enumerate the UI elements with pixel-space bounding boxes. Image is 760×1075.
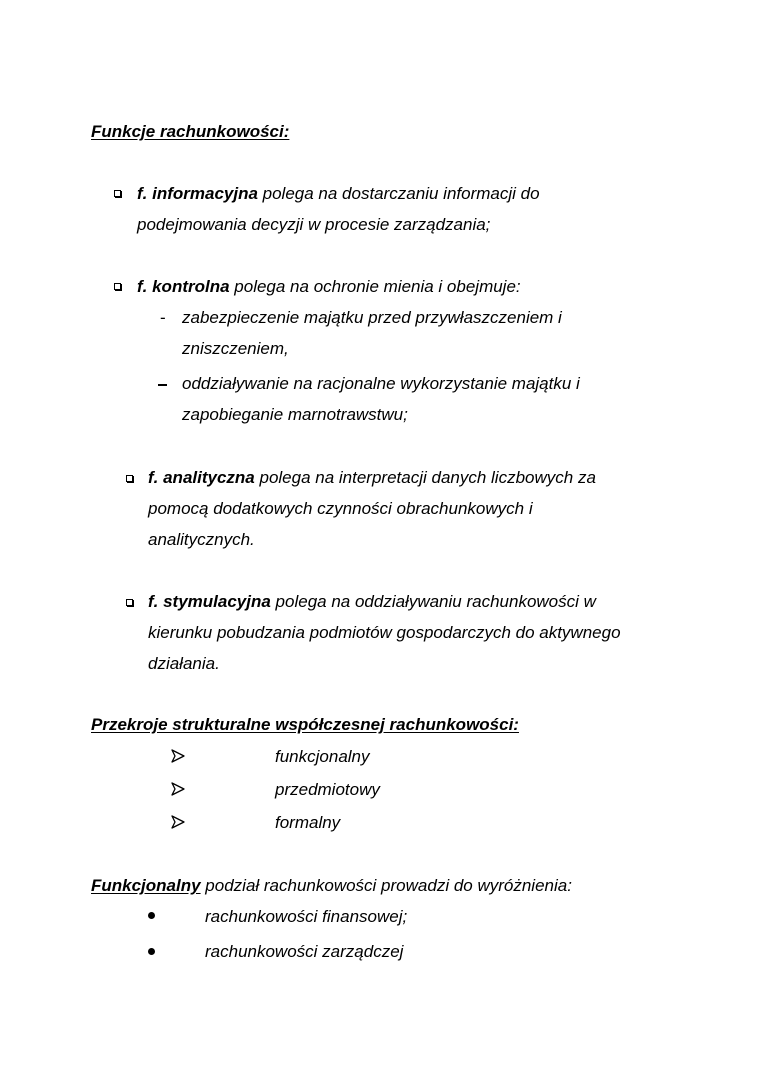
list-item-informacyjna [137, 184, 540, 204]
list-item-przedmiotowy: przedmiotowy [275, 780, 380, 799]
item-text: polega na interpretacji danych liczbowych za [254, 468, 596, 487]
section-heading-functions: Funkcje rachunkowości: [91, 122, 290, 141]
paragraph-text: podział rachunkowości prowadzi do wyróżnienia: [200, 876, 572, 895]
dash-bullet-icon [158, 384, 167, 386]
arrow-bullet-icon [171, 782, 185, 796]
dot-bullet-icon [148, 948, 155, 955]
list-item-managerial: rachunkowości zarządczej [205, 942, 404, 961]
dot-bullet-icon [148, 912, 155, 919]
square-bullet-icon [126, 475, 133, 482]
list-item-stymulacyjna [148, 592, 596, 612]
item-text-continuation: działania. [148, 654, 220, 673]
item-text-continuation: kierunku pobudzania podmiotów gospodarczych do aktywnego [148, 623, 621, 642]
square-bullet-icon [114, 190, 121, 197]
section-heading-cross-sections: Przekroje strukturalne współczesnej rachunkowości: [91, 715, 519, 734]
subitem-text: zabezpieczenie majątku przed przywłaszczeniem i [182, 308, 562, 327]
item-text-continuation: analitycznych. [148, 530, 255, 549]
subitem-text: oddziaływanie na racjonalne wykorzystanie majątku i [182, 374, 580, 393]
item-text: polega na ochronie mienia i obejmuje: [229, 277, 521, 296]
item-text-continuation: podejmowania decyzji w procesie zarządzania; [137, 215, 491, 234]
paragraph-functional-division [91, 876, 572, 896]
term-informacyjna: f. informacyjna [137, 184, 258, 203]
term-funkcjonalny: Funkcjonalny [91, 876, 201, 895]
item-text: polega na dostarczaniu informacji do [257, 184, 540, 203]
list-item-funkcjonalny: funkcjonalny [275, 747, 370, 766]
list-item-financial: rachunkowości finansowej; [205, 907, 408, 926]
list-item-analityczna [148, 468, 596, 488]
dash-bullet-icon: - [160, 308, 166, 327]
arrow-bullet-icon [171, 749, 185, 763]
square-bullet-icon [126, 599, 133, 606]
item-text-continuation: pomocą dodatkowych czynności obrachunkowych i [148, 499, 533, 518]
item-text: polega na oddziaływaniu rachunkowości w [270, 592, 596, 611]
subitem-text-continuation: zniszczeniem, [182, 339, 289, 358]
term-stymulacyjna: f. stymulacyjna [148, 592, 271, 611]
term-analityczna: f. analityczna [148, 468, 255, 487]
subitem-text-continuation: zapobieganie marnotrawstwu; [182, 405, 408, 424]
list-item-kontrolna [137, 277, 521, 297]
term-kontrolna: f. kontrolna [137, 277, 230, 296]
square-bullet-icon [114, 283, 121, 290]
arrow-bullet-icon [171, 815, 185, 829]
list-item-formalny: formalny [275, 813, 341, 832]
